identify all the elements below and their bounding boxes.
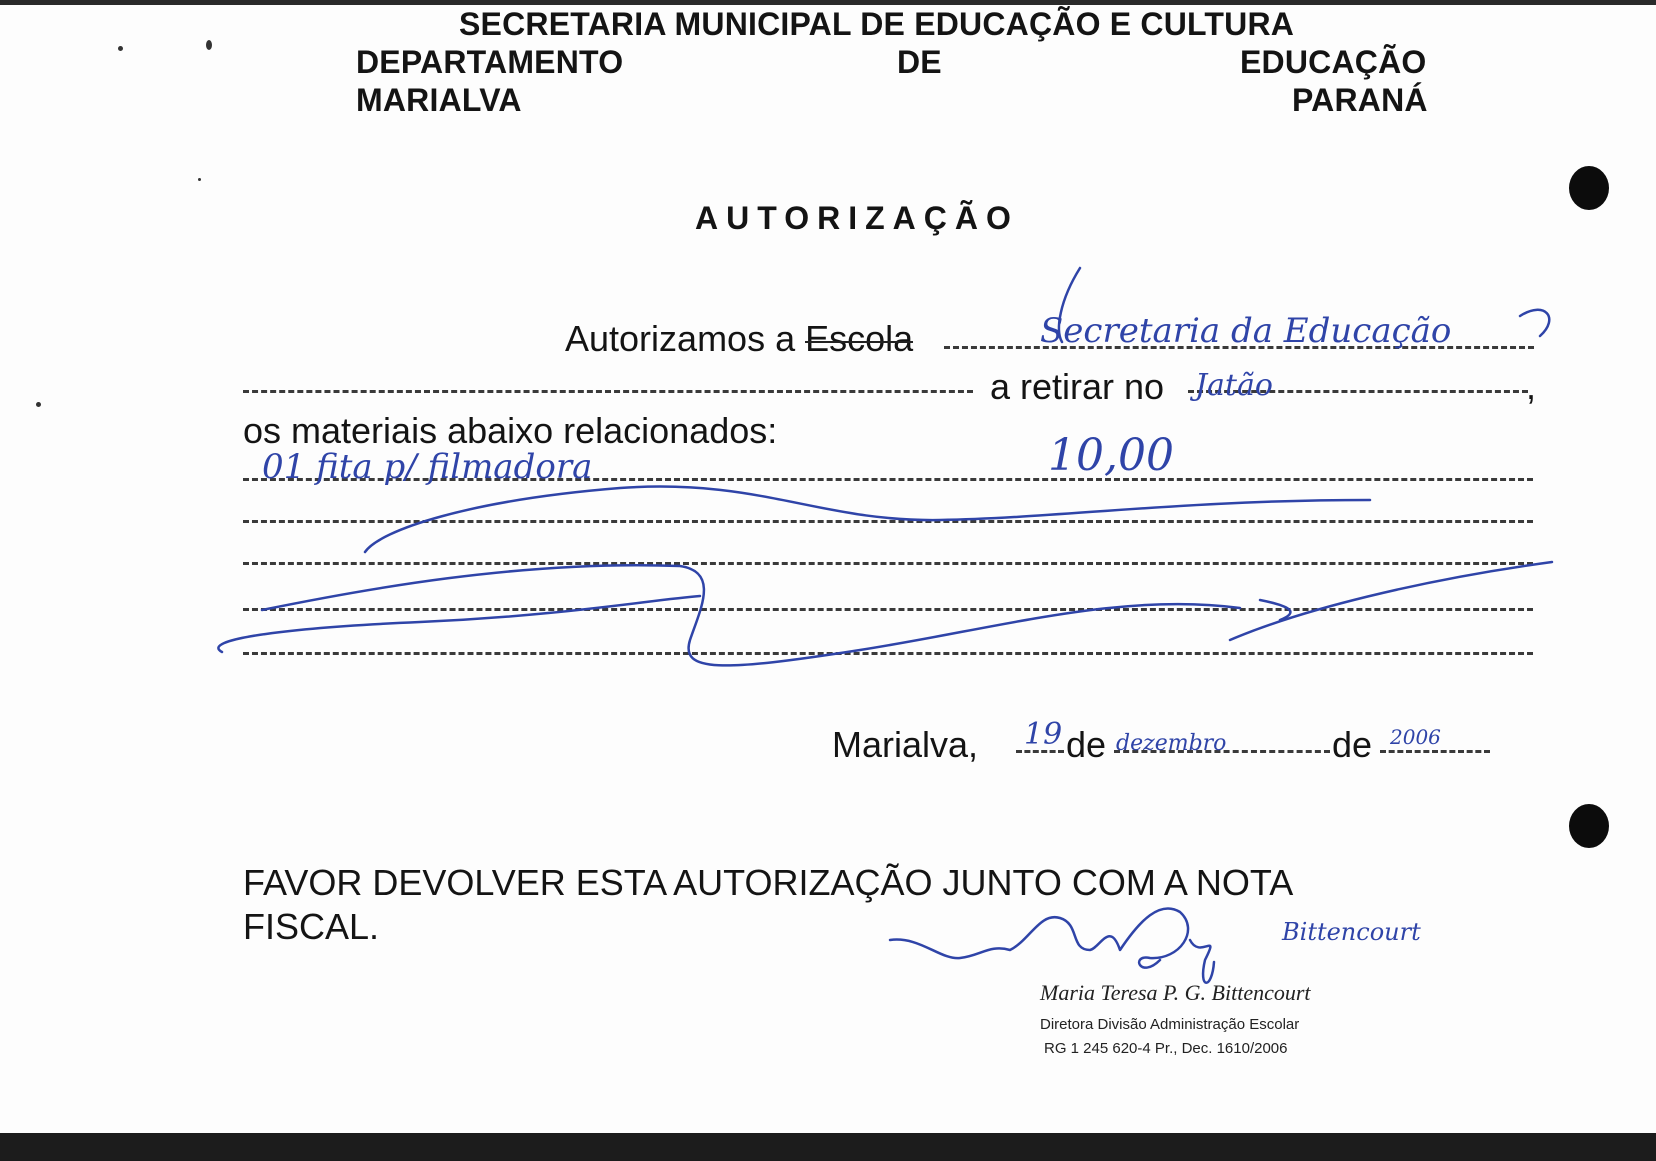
header-city: MARIALVA (356, 82, 522, 118)
cancel-stroke-2 (262, 565, 1240, 665)
authorize-prefix: Autorizamos a (565, 318, 796, 359)
handwriting-date-month: dezembro (1116, 731, 1227, 756)
materials-line-5 (243, 652, 1533, 655)
handwriting-place: Jatão (1195, 368, 1273, 403)
comma: , (1526, 366, 1537, 407)
materials-line-1 (243, 478, 1533, 481)
date-fill-year (1380, 750, 1490, 753)
authorize-struck-word: Escola (805, 318, 914, 359)
date-fill-month (1114, 750, 1330, 753)
signature-handwritten-name: Bittencourt (1282, 918, 1421, 946)
cancel-stroke-4 (1230, 562, 1552, 640)
date-de-2: de (1332, 724, 1373, 765)
header-state: PARANÁ (1292, 82, 1428, 118)
scan-speck (36, 402, 41, 407)
handwriting-value: 10,00 (1048, 430, 1174, 481)
scan-speck (206, 40, 212, 50)
handwriting-item: 01 fita p/ filmadora (262, 447, 593, 487)
retire-text: a retirar no (990, 366, 1165, 407)
scan-speck (118, 46, 123, 51)
scan-edge-top (0, 0, 1656, 5)
signature-scribble (890, 908, 1188, 967)
handwriting-date-year: 2006 (1390, 725, 1441, 749)
handwriting-date-day: 19 (1024, 717, 1063, 752)
date-city: Marialva, (832, 724, 979, 765)
signatory-name: Maria Teresa P. G. Bittencourt (1040, 980, 1311, 1005)
header-dept-left: DEPARTAMENTO (356, 44, 624, 80)
document-title: AUTORIZAÇÃO (695, 200, 1019, 236)
scan-speck (198, 178, 201, 181)
signature-scribble-g (1190, 940, 1214, 983)
date-de-1: de (1066, 724, 1107, 765)
punch-hole-bottom (1569, 804, 1609, 848)
materials-line-2 (243, 520, 1533, 523)
header-dept-mid: DE (897, 44, 942, 80)
punch-hole-top (1569, 166, 1609, 210)
handwriting-recipient: Secretaria da Educação (1040, 311, 1452, 351)
fill-line-place (1188, 390, 1528, 393)
signatory-id: RG 1 245 620-4 Pr., Dec. 1610/2006 (1044, 1040, 1288, 1057)
header-dept-right: EDUCAÇÃO (1240, 44, 1427, 80)
handwriting-recipient-tail (1520, 310, 1549, 336)
handwriting-recipient-stroke (1059, 268, 1080, 342)
materials-line-4 (243, 608, 1533, 611)
return-notice-line2: FISCAL. (243, 906, 380, 947)
authorize-line (565, 318, 913, 360)
header-secretaria: SECRETARIA MUNICIPAL DE EDUCAÇÃO E CULTURA (459, 6, 1295, 42)
materials-text: os materiais abaixo relacionados: (243, 410, 778, 451)
fill-line-recipient-cont (243, 390, 973, 393)
scan-edge-bottom (0, 1133, 1656, 1161)
return-notice-line1: FAVOR DEVOLVER ESTA AUTORIZAÇÃO JUNTO COM A NOTA (243, 862, 1294, 903)
signatory-role: Diretora Divisão Administração Escolar (1040, 1016, 1300, 1033)
date-fill-day (1016, 750, 1064, 753)
fill-line-recipient (944, 346, 1534, 349)
cancel-stroke-3 (218, 596, 700, 652)
materials-line-3 (243, 562, 1533, 565)
